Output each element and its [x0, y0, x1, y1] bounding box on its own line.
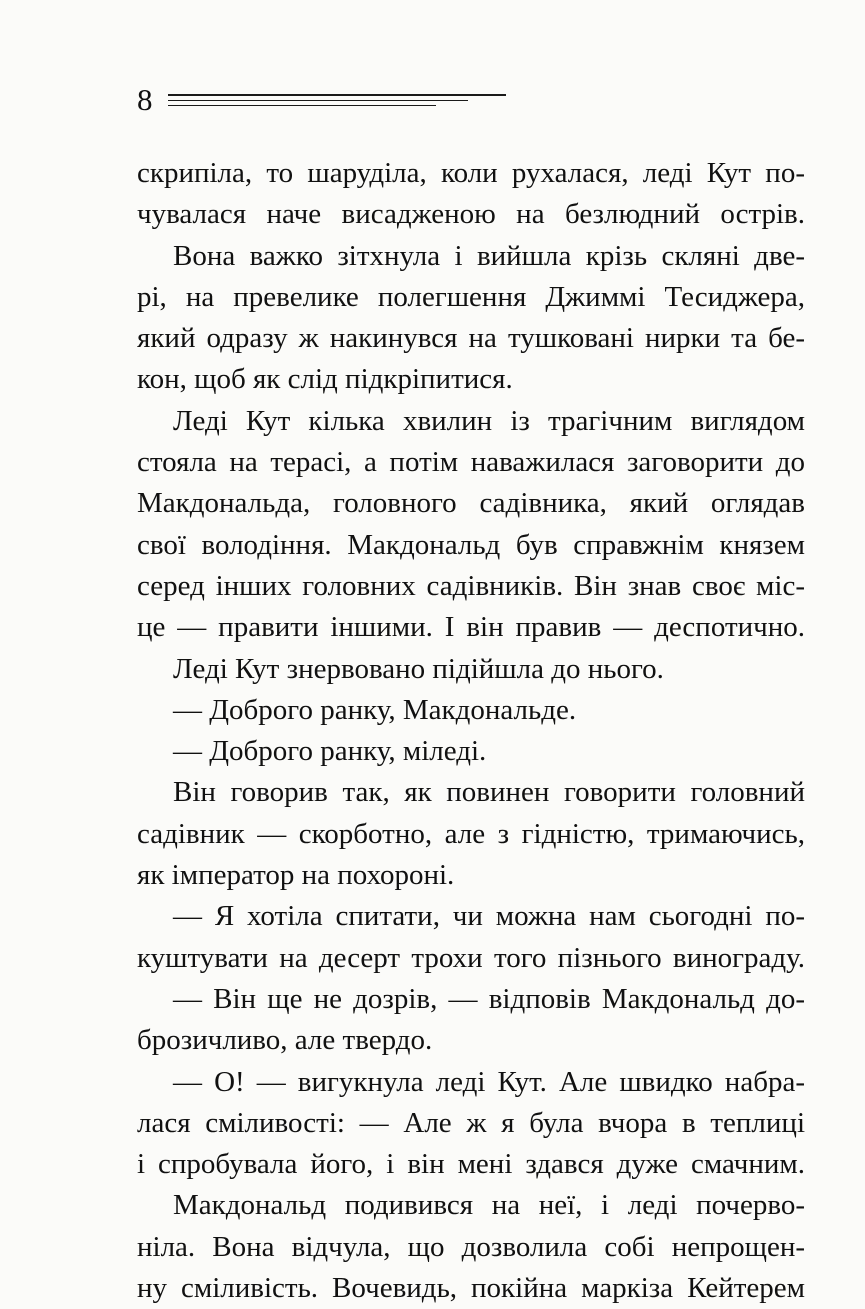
text-line: — Доброго ранку, міледі.	[173, 735, 487, 768]
header-rule-line	[168, 105, 436, 106]
header-rule-line	[168, 94, 506, 96]
text-line: Він говорив так, як повинен говорити головний	[173, 776, 805, 809]
text-line: — Він ще не дозрів, — відповів Макдональд до-	[173, 982, 805, 1015]
text-line: кон, щоб як слід підкріпитися.	[137, 363, 513, 396]
header-rule-line	[168, 100, 468, 101]
text-line: свої володіння. Макдональд був справжнім князем	[137, 528, 805, 561]
header-rule	[168, 92, 508, 108]
text-line: Макдональд подивився на неї, і леді почерво-	[173, 1189, 805, 1222]
text-line: стояла на терасі, а потім наважилася заговорити до	[137, 446, 805, 479]
text-line: Леді Кут кілька хвилин із трагічним виглядом	[173, 404, 805, 437]
text-line: Макдональда, головного садівника, який оглядав	[137, 487, 805, 520]
text-line: серед інших головних садівників. Він знав своє міс-	[137, 569, 805, 602]
text-line: — Я хотіла спитати, чи можна нам сьогодні по-	[173, 900, 805, 933]
text-line: і спробувала його, і він мені здався дуже смачним.	[137, 1148, 805, 1181]
text-line: Леді Кут знервовано підійшла до нього.	[173, 652, 664, 685]
text-line: — О! — вигукнула леді Кут. Але швидко набра-	[173, 1065, 805, 1098]
page-number: 8	[137, 82, 153, 117]
text-line: скрипіла, то шаруділа, коли рухалася, леді Кут по-	[137, 157, 805, 189]
text-line: садівник — скорботно, але з гідністю, тримаючись,	[137, 817, 805, 850]
text-line: лася сміливості: — Але ж я була вчора в теплиці	[137, 1106, 805, 1139]
text-line: ну сміливість. Вочевидь, покійна маркіза Кейтерем	[137, 1272, 805, 1305]
text-line: чувалася наче висадженою на безлюдний острів.	[137, 198, 805, 231]
text-line: куштувати на десерт трохи того пізнього винограду.	[137, 941, 805, 974]
text-line: ніла. Вона відчула, що дозволила собі непрощен-	[137, 1230, 805, 1263]
text-line: як імператор на похороні.	[137, 859, 455, 892]
text-line: — Доброго ранку, Макдональде.	[173, 693, 577, 726]
text-line: рі, на превелике полегшення Джиммі Тесиджера,	[137, 280, 805, 313]
text-line: який одразу ж накинувся на тушковані нирки та бе-	[137, 322, 805, 355]
text-line: брозичливо, але твердо.	[137, 1024, 433, 1057]
body-text	[137, 153, 805, 1309]
text-line: Вона важко зітхнула і вийшла крізь скляні две-	[173, 239, 805, 272]
text-line: це — правити іншими. І він правив — деспотично.	[137, 611, 805, 644]
page-header	[137, 82, 517, 122]
